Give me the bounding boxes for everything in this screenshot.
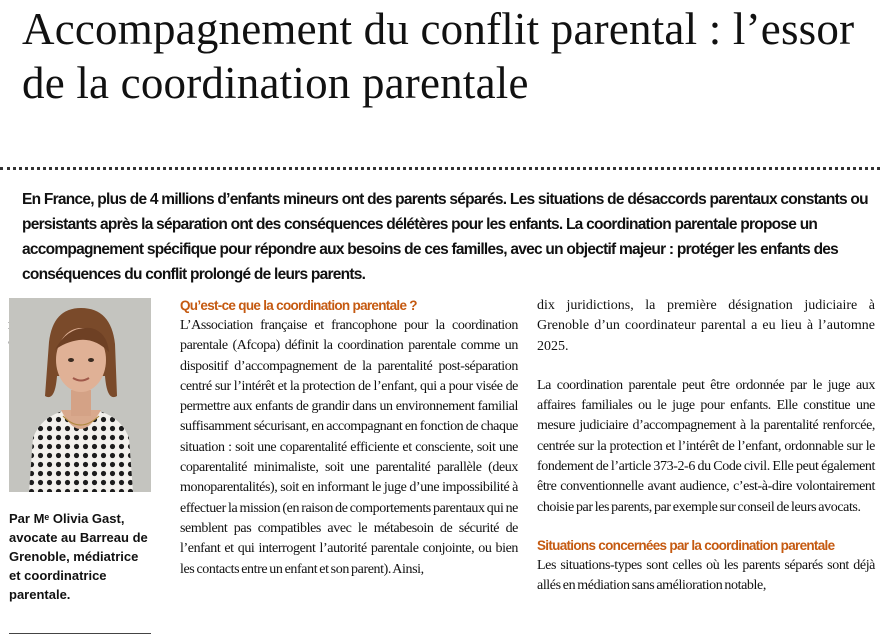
author-byline: Par Mᵉ Olivia Gast, avocate au Barreau de Grenoble, médiatrice et coordinatrice parentale. (9, 511, 148, 602)
caption-rule (9, 633, 151, 634)
text-column-right (537, 296, 875, 597)
text-column-left (180, 296, 518, 580)
article-headline: Accompagnement du conflit parental : l’essor de la coordination parentale (22, 4, 855, 108)
author-portrait-illustration (9, 298, 151, 492)
paragraph-definition: L’Association française et francophone pour la coordination parentale (Afcopa) définit la coordination parentale comme un dispositif d’accompagnement de la parentalité post-séparation centré sur l’intérêt et la protection de l’enfant, qui a pour visée de permettre aux enfants de grandir dans un environnement familial suffisamment sécurisant, en accompagnant en fonction de chaque situation : soit une coparentalité efficiente et consciente, soit une coparentalité minimaliste, soit une parentalité parallèle (deux monoparentalités), soit en informant le juge d’une impossibilité à effectuer la mission (en raison de comportements parentaux qui ne semblent pas compatibles avec le métabesoin de sécurité de l’enfant et qui interrogent l’autorité parentale conjointe, ou bien les contacts entre un enfant et son parent). Ainsi, (180, 318, 518, 577)
paragraph-situations: Les situations-types sont celles où les parents séparés sont déjà allés en médiation sans amélioration notable, (537, 557, 875, 594)
section-heading-definition: Qu’est-ce que la coordination parentale ? (180, 298, 417, 313)
paragraph-first-designation: dix juridictions, la première désignation judiciaire à Grenoble d’un coordinateur parental a eu lieu à l’automne 2025. (537, 298, 875, 354)
author-photo (9, 298, 151, 492)
dotted-separator (0, 167, 880, 170)
paragraph-judicial-measure: La coordination parentale peut être ordonnée par le juge aux affaires familiales ou le juge pour enfants. Elle constitue une mesure judiciaire d’accompagnement à la parentalité renforcée, centrée sur la protection et l’intérêt de l’enfant, ordonnable sur le fondement de l’article 373-2-6 du Code civil. Elle peut également être conventionnelle avant audience, c’est-à-dire volontairement choisie par les parents, par exemple sur conseil de leurs avocats. (537, 377, 875, 515)
article-standfirst: En France, plus de 4 millions d’enfants mineurs ont des parents séparés. Les situations de désaccords parentaux constants ou persistants après la séparation ont des conséquences délétères pour les enfants. La coordination parentale propose un accompagnement spécifique pour répondre aux besoins de ces familles, avec un objectif majeur : protéger les enfants des conséquences du conflit prolongé de leurs parents. (22, 191, 868, 283)
section-heading-situations: Situations concernées par la coordination parentale (537, 537, 835, 553)
